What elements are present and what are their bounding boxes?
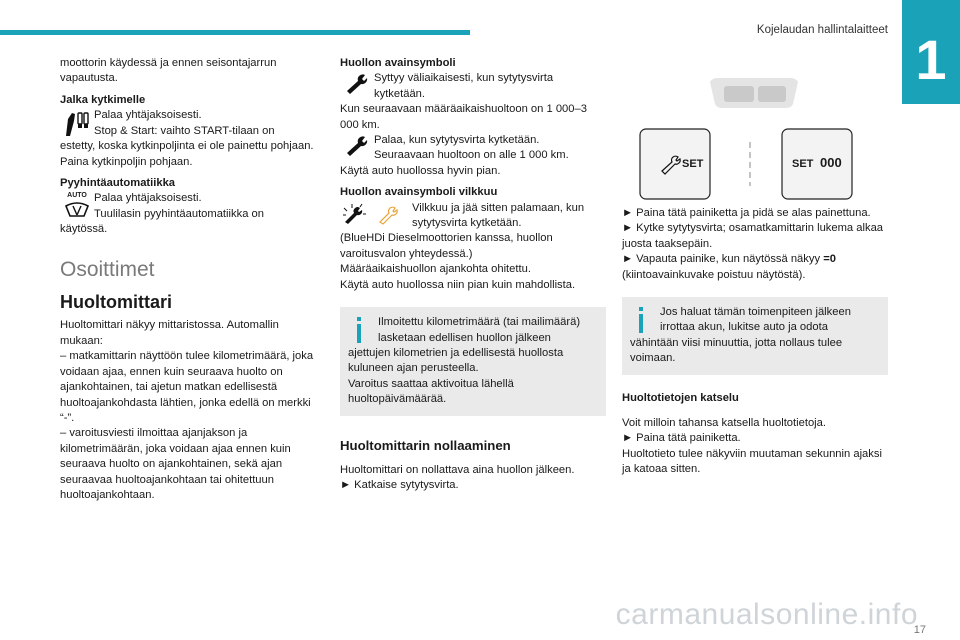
info-icon — [348, 317, 370, 343]
chapter-header: Kojelaudan hallintalaitteet — [756, 24, 888, 36]
clutch-line-4: Paina kytkinpoljin pohjaan. — [60, 155, 193, 168]
reset-title: Huoltomittarin nollaaminen — [340, 437, 511, 453]
key-row-1 — [340, 71, 606, 102]
service-p1: Huoltomittari näkyy mittaristossa. Automallin mukaan: — [60, 319, 279, 347]
intro-text: moottorin käydessä ja ennen seisontajarrun vapautusta. — [60, 57, 277, 85]
info-icon — [630, 307, 652, 333]
column-3 — [622, 56, 888, 478]
key-line-5: Seuraavaan huoltoon on alle 1 000 km. — [374, 149, 569, 162]
step-3 — [622, 252, 888, 283]
display-right-value: 000 — [820, 155, 842, 170]
wiper-row — [60, 191, 316, 222]
display-left-set: SET — [682, 158, 704, 170]
instrument-cluster-illustration — [622, 56, 888, 206]
key-row-2 — [340, 133, 606, 164]
blink-line-4: Määräaikaishuollon ajankohta ohitettu. — [340, 263, 531, 276]
service-indicator-title: Huoltomittari — [60, 292, 172, 313]
view-p3: Huoltotieto tulee näkyviin muutaman sekunnin ajaksi ja katoaa sitten. — [622, 447, 882, 476]
column-1 — [60, 56, 316, 503]
clutch-row — [60, 108, 316, 139]
key-line-4: Palaa, kun sytytysvirta kytketään. — [374, 134, 540, 147]
watermark: carmanualsonline.info — [615, 598, 918, 631]
blink-line-1: Vilkkuu ja jää sitten palamaan, kun — [412, 201, 585, 214]
wiper-line-2: Tuulilasin pyyhintäautomatiikka on — [94, 207, 264, 220]
battery-info-line-2: irrottaa akun, lukitse auto ja odota vähintään viisi minuuttia, jotta nollaus tulee voimaan. — [630, 321, 843, 365]
column-2 — [340, 56, 606, 494]
info-line-2: lasketaan edellisen huollon jälkeen — [378, 331, 551, 344]
wiper-line-1: Palaa yhtäjaksoisesti. — [94, 192, 202, 205]
wrench-icon — [340, 133, 374, 156]
auto-wiper-icon — [60, 191, 94, 218]
step-1: ► Paina tätä painiketta ja pidä se alas painettuna. — [622, 207, 871, 219]
key-line-1: Syttyy väliaikaisesti, kun sytytysvirta — [374, 72, 554, 85]
reset-p1: Huoltomittari on nollattava aina huollon jälkeen. — [340, 463, 575, 476]
blink-line-5: Käytä auto huollossa niin pian kuin mahdollista. — [340, 278, 576, 291]
display-right-set: SET — [792, 158, 814, 170]
step-3-tail: (kiintoavainkuvake poistuu näytöstä). — [622, 268, 806, 281]
view-p1: Voit milloin tahansa katsella huoltotietoja. — [622, 417, 826, 430]
blink-line-3: (BlueHDi Dieselmoottorien kanssa, huollon varoitusvalon yhteydessä.) — [340, 232, 553, 260]
view-p2: ► Paina tätä painiketta. — [622, 432, 741, 445]
section-title: Osoittimet — [60, 257, 155, 281]
info-box-mileage — [340, 307, 606, 415]
info-line-1: Ilmoitettu kilometrimäärä (tai mailimäärä) — [378, 316, 581, 329]
wiper-heading: Pyyhintäautomatiikka — [60, 177, 176, 190]
blink-line-2: sytytysvirta kytketään. — [412, 217, 522, 230]
clutch-heading: Jalka kytkimelle — [60, 93, 146, 106]
clutch-line-1: Palaa yhtäjaksoisesti. — [94, 109, 202, 122]
wiper-line-3: käytössä. — [60, 223, 108, 236]
auto-label: AUTO — [67, 192, 87, 200]
info-line-4: Varoitus saattaa aktivoitua lähellä huoltopäivämäärää. — [348, 377, 514, 406]
header-accent-bar — [0, 30, 470, 35]
battery-info-line-1: Jos haluat tämän toimenpiteen jälkeen — [660, 306, 851, 319]
key-line-2: kytketään. — [374, 87, 425, 100]
chapter-number: 1 — [915, 28, 947, 91]
key-heading: Huollon avainsymboli — [340, 57, 456, 69]
info-box-battery — [622, 297, 888, 375]
clutch-line-2: Stop & Start: vaihto START-tilaan on — [94, 124, 275, 137]
service-p3: – varoitusviesti ilmoittaa ajanjakson ja kilometrimäärän, joka voidaan ajaa ennen kuin seuraava huolto on ajankohtainen, sekä ajan seuraavaa huoltoajankohtaan tai ohitettuun huoltoajankohtaan. — [60, 427, 291, 501]
step-3-text: ► Vapauta painike, kun näytössä näkyy — [622, 253, 824, 266]
clutch-pedal-icon — [60, 108, 94, 139]
info-line-3: ajettujen kilometrien ja edellisestä huollosta kuluneen ajan perusteella. — [348, 346, 564, 375]
key-line-6: Käytä auto huollossa hyvin pian. — [340, 164, 501, 177]
chapter-tab — [902, 0, 960, 104]
key-line-3: Kun seuraavaan määräaikaishuoltoon on 1 000–3 000 km. — [340, 103, 587, 131]
reset-p2: ► Katkaise sytytysvirta. — [340, 479, 459, 492]
blink-heading: Huollon avainsymboli vilkkuu — [340, 186, 498, 199]
wrench-icon — [340, 71, 374, 94]
page-number: 17 — [913, 624, 926, 636]
step-2: ► Kytke sytytysvirta; osamatkamittarin lukema alkaa juosta taaksepäin. — [622, 222, 884, 250]
service-p2: – matkamittarin näyttöön tulee kilometrimäärä, joka voidaan ajaa, ennen kuin seuraava huolto on ajankohtainen, tai ajetun matkan edellisestä huoltoajankohdasta lähtien, jonka edellä on merkki “-”. — [60, 350, 314, 424]
blinking-wrench-icon — [340, 201, 412, 226]
blink-row — [340, 201, 606, 232]
view-title: Huoltotietojen katselu — [622, 391, 739, 404]
clutch-line-3: estetty, koska kytkinpoljinta ei ole painettu pohjaan. — [60, 140, 314, 153]
step-3-value: =0 — [823, 253, 836, 266]
